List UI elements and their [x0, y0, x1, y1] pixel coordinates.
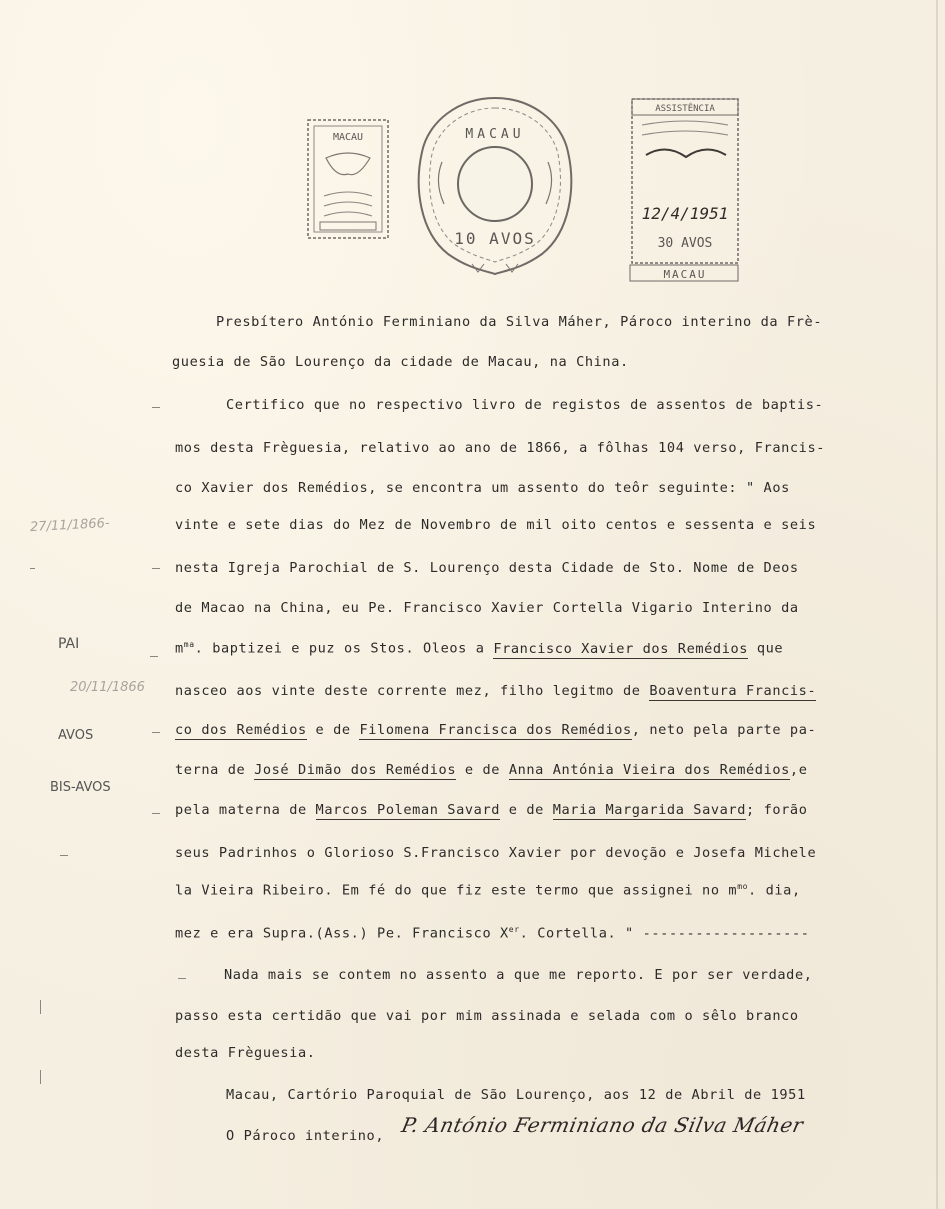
maternal-grandmother-name: Maria Margarida Savard	[552, 802, 746, 818]
margin-mark	[40, 1000, 41, 1014]
paternal-grandmother-name: Anna Antónia Vieira dos Remédios	[508, 762, 790, 778]
margin-mark	[178, 978, 186, 979]
baptized-name: Francisco Xavier dos Remédios	[493, 640, 749, 657]
father-name: Boaventura Francis-	[649, 683, 817, 699]
margin-mark	[152, 407, 160, 408]
text-line-19: desta Frèguesia.	[175, 1045, 316, 1061]
right-stamp-header: ASSISTÊNCIA	[655, 104, 715, 114]
text-line-12-start: terna de	[175, 762, 255, 778]
text-line-5: co Xavier dos Remédios, se encontra um assento do teôr seguinte: " Aos	[175, 480, 790, 496]
paternal-grandfather-name: José Dimão dos Remédios	[254, 762, 457, 778]
margin-mark	[30, 568, 35, 569]
text-line-11	[175, 722, 816, 738]
father-name-continued: co dos Remédios	[175, 722, 307, 738]
text-line-4: mos desta Frèguesia, relativo ao ano de 1866, a fôlhas 104 verso, Francis-	[175, 440, 826, 456]
text-line-2: guesia de São Lourenço da cidade de Macau, na China.	[172, 354, 629, 370]
right-stamp-date: 12/4/1951	[641, 204, 729, 223]
margin-mark	[60, 855, 68, 856]
text-line-1: Presbítero António Ferminiano da Silva Máher, Pároco interino da Frè-	[216, 314, 823, 330]
margin-mark	[152, 568, 160, 569]
text-line-17: Nada mais se contem no assento a que me reporto. E por ser verdade,	[224, 967, 813, 983]
text-line-7: nesta Igreja Parochial de S. Lourenço desta Cidade de Sto. Nome de Deos	[175, 560, 799, 576]
text-line-15-sup: mo	[737, 882, 749, 891]
text-line-11-mid: e de	[306, 722, 360, 738]
center-embossed-stamp	[412, 92, 578, 278]
text-line-14: seus Padrinhos o Glorioso S.Francisco Xavier por devoção e Josefa Michele	[175, 845, 817, 861]
text-line-13	[175, 802, 808, 818]
place-and-date: Macau, Cartório Paroquial de São Lourenço, aos 12 de Abril de 1951	[226, 1087, 806, 1103]
text-line-13-start: pela materna de	[175, 802, 316, 818]
text-line-3: Certifico que no respectivo livro de registos de assentos de baptis-	[226, 397, 824, 413]
text-line-18: passo esta certidão que vai por mim assinada e selada com o sêlo branco	[175, 1008, 799, 1024]
text-line-13-mid: e de	[500, 802, 553, 818]
text-line-10	[175, 683, 816, 699]
margin-mark	[152, 732, 160, 733]
margin-date-note: 27/11/1866-	[29, 515, 110, 536]
text-line-13-end: ; forão	[746, 802, 808, 818]
text-line-9-sup: ma	[183, 640, 195, 649]
text-line-15-start: la Vieira Ribeiro. Em fé do que fiz este termo que assignei no m	[175, 882, 738, 899]
text-line-9-end: que	[748, 640, 784, 657]
text-line-9-start: m	[175, 640, 184, 657]
text-line-12-end: ,e	[789, 762, 808, 778]
mother-name: Filomena Francisca dos Remédios	[359, 722, 632, 738]
margin-birthdate-note: 20/11/1866	[70, 680, 145, 695]
right-stamp-value: 30 AVOS	[657, 236, 713, 251]
signatory-title: O Pároco interino,	[226, 1128, 385, 1144]
text-line-9	[175, 640, 783, 657]
text-line-15-end: . dia,	[748, 882, 801, 899]
center-stamp-label: MACAU	[465, 127, 525, 142]
margin-mark	[150, 656, 158, 657]
margin-mark	[152, 813, 160, 814]
text-line-8: de Macao na China, eu Pe. Francisco Xavier Cortella Vigario Interino da	[175, 600, 799, 616]
text-line-11-end: , neto pela parte pa-	[631, 722, 817, 738]
text-line-6: vinte e sete dias do Mez de Novembro de mil oito centos e sessenta e seis	[175, 517, 817, 533]
text-line-16-sup: er	[508, 925, 520, 934]
margin-bisavos-note: BIS-AVOS	[50, 780, 111, 795]
text-line-10-start: nasceo aos vinte deste corrente mez, filho legitmo de	[175, 683, 650, 699]
right-stamp-footer: MACAU	[663, 268, 707, 281]
margin-mark	[40, 1070, 41, 1084]
handwritten-signature: P. António Ferminiano da Silva Máher	[399, 1113, 806, 1137]
right-revenue-stamp	[626, 95, 742, 283]
page-edge	[936, 0, 938, 1209]
margin-pai-note: PAI	[58, 636, 80, 652]
text-line-16-start: mez e era Supra.(Ass.) Pe. Francisco X	[175, 925, 509, 942]
text-line-12-mid: e de	[456, 762, 509, 778]
center-stamp-value: 10 AVOS	[454, 229, 536, 248]
text-line-9-mid: . baptizei e puz os Stos. Oleos a	[194, 640, 494, 657]
text-line-16-end: . Cortella. " -------------------	[519, 925, 810, 942]
maternal-grandfather-name: Marcos Poleman Savard	[315, 802, 501, 818]
margin-avos-note: AVOS	[58, 728, 94, 743]
left-stamp-label: MACAU	[332, 132, 364, 143]
text-line-12	[175, 762, 808, 778]
left-revenue-stamp	[306, 118, 390, 240]
text-line-15	[175, 882, 801, 899]
text-line-16	[175, 925, 810, 942]
